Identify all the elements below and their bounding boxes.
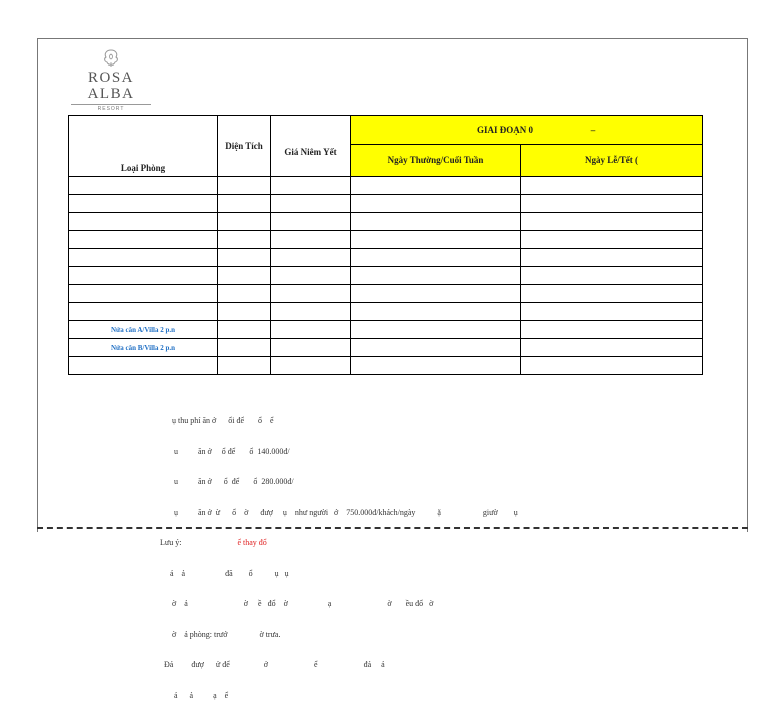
table-row [69,303,703,321]
note-line [160,538,504,549]
period-label: GIAI ĐOẠN 0 [476,124,533,135]
note-line: ụ ăn ở ừ ổ ờ đượ ụ như người ớ 750.000đ/khách/ngày ặ giườ ụ [174,507,518,517]
header-weekday: Ngày Thường/Cuối Tuần [351,144,521,176]
brand-name: ROSA ALBA [87,70,135,102]
note-line: ả ả đã ổ ụ ụ [170,568,289,578]
brand-subtitle: RESORT [97,106,125,112]
note-line: ờ ả ờ ề đổ ờ ạ ờ ều đổ ờ [172,599,434,608]
rose-icon [100,48,122,68]
room-label: Nửa căn A/Villa 2 p.n [69,321,218,339]
table-row [69,357,703,375]
note-label: Lưu ý: [160,538,182,547]
resort-logo [66,48,156,112]
table-row [69,285,703,303]
header-room-type: Loại Phòng [69,116,218,177]
header-period [351,116,703,145]
table-row [69,213,703,231]
note-line: u ăn ở ổ để ổ 140.000đ/ [174,446,290,456]
note-warning: ể thay đổ [237,538,267,547]
table-row [69,177,703,195]
period-dash: – [590,124,596,135]
header-list-price: Giá Niêm Yết [271,116,351,177]
policy-notes [150,396,518,711]
table-row [69,267,703,285]
logo-divider [71,104,151,105]
table-row [69,231,703,249]
note-line: u ăn ở ổ để ổ 280.000đ/ [174,477,294,486]
note-line: Đả đượ ử để ở ể đả ả [164,660,385,669]
header-holiday: Ngày Lễ/Tết ( [521,144,703,176]
note-line: ụ thu phí ăn ở ổi để ổ ể [172,416,274,425]
table-row [69,249,703,267]
table-row [69,195,703,213]
note-line: ả ả ạ ể [174,690,229,700]
table-row-half-villa-a [69,321,703,339]
table-row-half-villa-b [69,339,703,357]
room-label: Nửa căn B/Villa 2 p.n [69,339,218,357]
header-area: Diện Tích [218,116,271,177]
room-rate-table [68,115,703,375]
note-line: ờ ả phòng: trướ ờ trưa. [172,629,281,639]
